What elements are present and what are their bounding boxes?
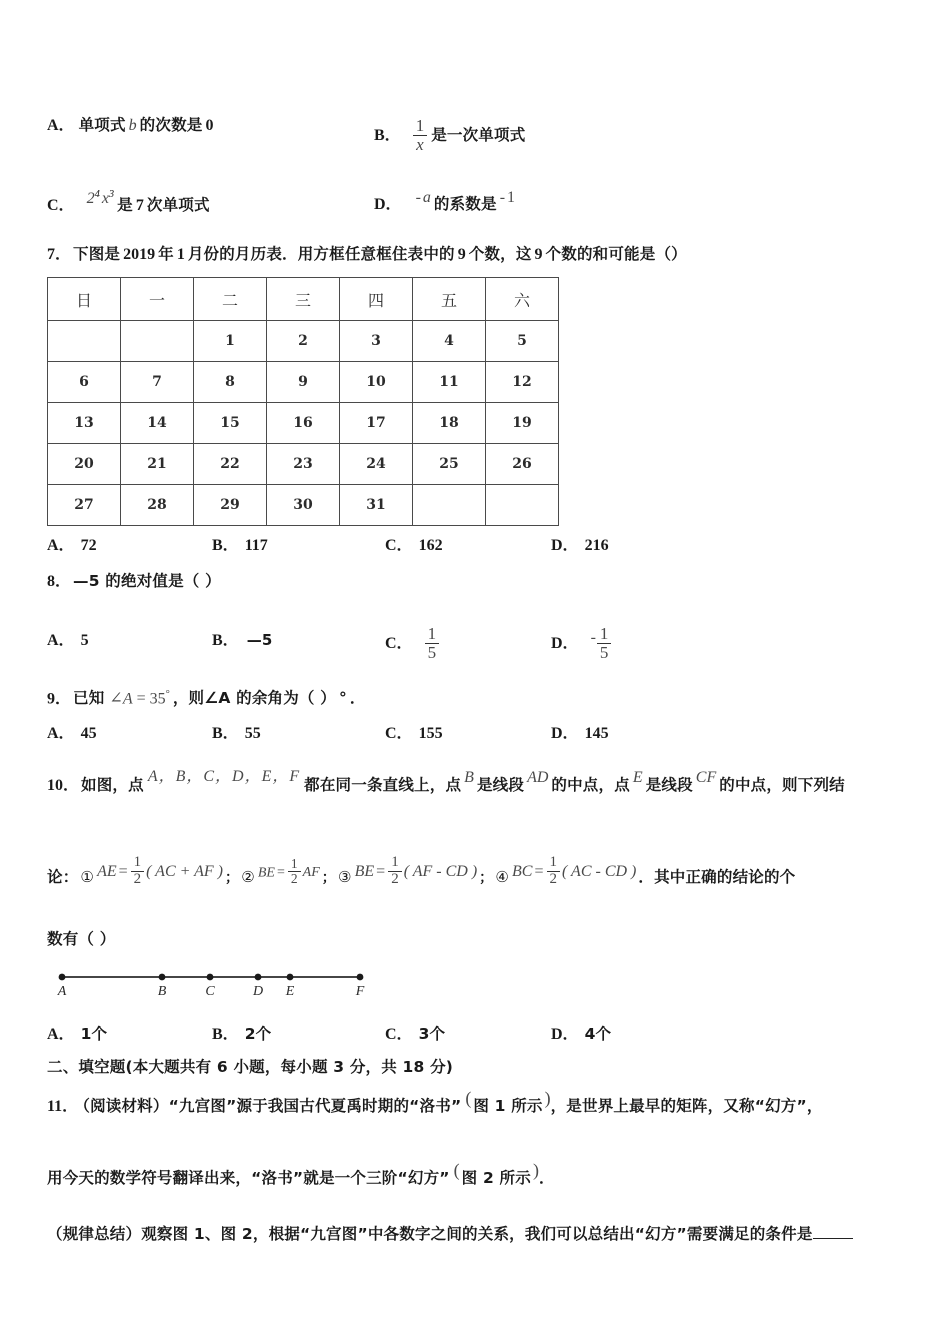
calendar-day-cell: 25 [413,444,486,485]
option-value: 155 [418,725,443,742]
calendar-day-cell: 13 [48,403,121,444]
formula-fraction [547,855,561,888]
calendar-day-cell: 6 [48,362,121,403]
option-letter: C． [385,725,413,742]
question6-option-c [47,189,210,214]
calendar-day-cell: 21 [121,444,194,485]
formula-rhs: ( AC + AF ) [146,862,224,880]
point-marker-b [159,974,166,981]
angle-value: 35 [149,690,166,708]
option-d-fraction [597,625,612,662]
question11-figure1-ref: 图 1 所示 [473,1097,543,1115]
option-letter: C． [385,537,413,554]
formula-lhs: BE [257,864,275,880]
calendar-header-cell: 二 [194,278,267,321]
option-value: 162 [418,537,443,554]
option-value: 2个 [244,1025,272,1043]
calendar-day-cell: 10 [340,362,413,403]
question10-option-c [385,1027,445,1043]
question10-option-d [551,1027,611,1043]
angle-symbol: ∠ [109,690,123,708]
question10-stem-b: 都在同一条直线上，点 [304,776,462,794]
question10-number: 10． [47,777,80,794]
option-letter: A． [47,632,75,649]
calendar-day-cell: 20 [48,444,121,485]
point-label-a: A [57,984,67,999]
paren-close: ) [544,1088,551,1108]
option-d-minus-sign: - [415,189,421,206]
calendar-day-cell: 16 [267,403,340,444]
option-value: 45 [80,725,97,742]
calendar-day-cell: 27 [48,485,121,526]
question7-count2: 9 [534,246,543,263]
option-value: 1个 [80,1025,108,1043]
conclusion-3-marker: ③ [337,867,352,886]
option-value: 72 [80,537,97,554]
formula-equals: = [118,862,128,880]
question11-line2 [47,1160,555,1187]
formula-equals: = [534,862,544,880]
option-letter: A． [47,537,75,554]
question10-option-a [47,1027,107,1043]
calendar-day-cell: 11 [413,362,486,403]
point-label-d: D [252,984,264,999]
question10-point-e: E [632,769,643,786]
question9-option-b [212,726,261,742]
option-value: 5 [80,632,89,649]
point-label-f: F [355,984,365,999]
option-letter: C． [385,635,413,653]
option-letter: D． [551,725,579,742]
question9-stem-mid: ，则∠A 的余角为（ ） [172,689,336,708]
option-c-exponent-1: 4 [94,189,100,200]
question7-year: 2019 [123,246,156,263]
point-label-e: E [285,984,295,999]
fraction-denominator: 2 [290,870,298,886]
question7-option-a [47,538,97,554]
equals-sign: = [136,690,146,708]
question11-line3 [47,1224,853,1243]
fraction-numerator: 1 [547,855,561,872]
question11-line1-a: （阅读材料）“九宫图”源于我国古代夏禹时期的“洛书” [82,1097,462,1115]
question10-line3-text: 数有（ ） [47,930,116,948]
section2-heading [47,1060,453,1076]
option-d-text-mid: 的系数是 [433,195,497,213]
fraction-numerator: 1 [388,855,402,872]
option-value: 3个 [418,1025,446,1043]
calendar-day-cell: 7 [121,362,194,403]
question7-option-c [385,538,443,554]
paren-open: ( [465,1088,472,1108]
question7-month: 1 [176,246,185,263]
calendar-day-cell: 9 [267,362,340,403]
point-marker-a [59,974,66,981]
option-a-value: 0 [205,117,214,134]
calendar-header-cell: 日 [48,278,121,321]
question10-conclusions-line [47,854,796,895]
formula-fraction [288,857,301,886]
option-d-letter: D． [374,196,402,213]
question10-stem-c: 是线段 [476,776,525,794]
formula-rhs: ( AF - CD ) [403,862,478,880]
question11-figure2-ref: 图 2 所示 [461,1169,531,1187]
option-a-text-before: 单项式 [78,116,126,134]
option-letter: D． [551,537,579,554]
section2-heading-text: 二、填空题(本大题共有 6 小题，每小题 3 分，共 18 分) [47,1058,454,1076]
option-c-degree: 7 [135,197,144,214]
segment-diagram-svg [50,965,390,1005]
fraction-denominator: 2 [133,870,142,887]
question10-tail: ．其中正确的结论的个 [638,867,796,886]
option-b-letter: B． [374,127,401,145]
calendar-header-row [48,278,559,321]
formula-lhs: BC [512,862,533,880]
paren-open: ( [453,1160,460,1180]
question8-option-a [47,633,89,649]
question8-option-b [212,633,273,649]
point-label-c: C [205,984,215,999]
question6-option-b [374,118,525,155]
fraction-denominator: 2 [391,870,399,887]
option-d-minus-sign-2: - [499,189,506,206]
calendar-header-cell: 三 [267,278,340,321]
conclusion-separator: ； [479,869,494,886]
question6-option-d [374,189,516,213]
calendar-day-cell: 24 [340,444,413,485]
calendar-day-cell: 19 [486,403,559,444]
question10-points-list: A，B，C，D，E，F [147,768,301,785]
answer-blank[interactable] [813,1224,853,1239]
question9-stem-prefix: 已知 [73,689,105,708]
conclusion-2-marker: ② [241,867,255,886]
calendar-row [48,485,559,526]
calendar-day-cell: 4 [413,321,486,362]
question10-stem-line1 [47,768,845,794]
option-value: 4个 [584,1025,612,1043]
conclusion-separator: ； [225,869,240,886]
question6-option-a [47,118,213,134]
question7-stem-part4: 个数，这 [468,245,532,263]
question9-option-a [47,726,97,742]
question8-number: 8． [47,573,72,590]
question11-line3-text: （规律总结）观察图 1、图 2，根据“九宫图”中各数字之间的关系，我们可以总结出“幻方”需要满足的条件是 [47,1225,813,1243]
option-d-value: 1 [507,189,516,206]
question9-period: ． [349,689,366,708]
calendar-row [48,444,559,485]
option-letter: B． [212,537,239,554]
question7-option-b [212,538,268,554]
option-b-fraction [413,117,428,154]
calendar-day-cell: 28 [121,485,194,526]
question8-stem [47,574,221,590]
point-label-b: B [157,984,167,999]
conclusion-1-marker: ① [80,867,95,886]
conclusion-2-formula [257,855,320,887]
fraction-numerator: 1 [288,857,301,872]
calendar-header-cell: 四 [340,278,413,321]
calendar-day-cell: 2 [267,321,340,362]
formula-lhs: AE [97,862,117,880]
option-c-fraction [425,625,440,662]
formula-equals: = [276,864,285,880]
option-a-variable: b [128,117,137,134]
january-2019-calendar [47,277,559,526]
fraction-numerator: 1 [131,855,145,872]
option-value: 216 [584,537,609,554]
calendar-day-cell: 1 [194,321,267,362]
calendar-day-cell: 30 [267,485,340,526]
question7-number: 7． [47,246,72,263]
option-c-variable: x [101,190,109,207]
question10-stem-d: 的中点，点 [551,776,630,794]
question8-stem-text: —5 的绝对值是（ ） [73,572,221,590]
conclusion-3-formula [355,856,478,889]
option-letter: B． [212,725,239,742]
question9-number: 9． [47,690,72,708]
question11-number: 11． [47,1098,79,1115]
question10-segment-ad: AD [527,769,549,786]
fraction-denominator: x [416,134,424,154]
collinear-points-figure [50,965,390,1005]
question10-segment-cf: CF [695,769,717,786]
question10-point-b: B [464,769,474,786]
question7-stem [47,247,687,263]
calendar-day-cell: 18 [413,403,486,444]
question10-stem-a: 如图，点 [81,776,144,794]
option-value: 55 [244,725,261,742]
question9-option-c [385,726,443,742]
calendar-day-cell: 26 [486,444,559,485]
calendar-day-cell: 3 [340,321,413,362]
option-letter: A． [47,725,75,742]
option-d-minus-sign: - [590,629,596,647]
option-c-letter: C． [47,197,75,214]
question11-line2-b: ． [538,1169,555,1187]
question7-option-d [551,538,609,554]
conclusion-1-formula [97,856,223,889]
conclusion-separator: ； [321,869,336,886]
question9-option-d [551,726,609,742]
option-c-text-end: 次单项式 [146,196,210,214]
calendar-row [48,362,559,403]
question7-stem-part3: 月份的月历表．用方框任意框住表中的 [187,245,455,263]
fraction-denominator: 2 [549,870,557,887]
option-c-exponent-2: 3 [108,189,115,200]
option-letter: B． [212,1026,239,1043]
calendar-day-cell: 8 [194,362,267,403]
question11-line1-b: ，是世界上最早的矩阵，又称“幻方”， [550,1097,823,1115]
question10-option-b [212,1027,271,1043]
option-letter: D． [551,1026,579,1043]
fraction-denominator: 5 [427,642,437,662]
degree-symbol: ° [165,689,170,700]
formula-fraction [388,855,402,888]
formula-rhs: AF [302,864,320,880]
option-a-letter: A． [47,117,75,134]
formula-lhs: BE [354,862,375,880]
question7-stem-part1: 下图是 [73,245,121,263]
option-value: —5 [246,631,273,649]
calendar-day-cell [121,321,194,362]
question10-stem-e: 是线段 [645,776,693,794]
option-letter: A． [47,1026,75,1043]
calendar-header-cell: 六 [486,278,559,321]
question8-option-d [551,626,612,663]
point-marker-d [255,974,262,981]
point-marker-f [357,974,364,981]
question11-line1 [47,1088,823,1115]
option-letter: B． [212,632,239,649]
calendar-day-cell: 15 [194,403,267,444]
option-letter: C． [385,1026,413,1043]
calendar-day-cell: 5 [486,321,559,362]
calendar-day-cell: 22 [194,444,267,485]
option-value: 117 [244,537,268,554]
option-d-variable: a [422,189,431,206]
calendar-day-cell: 14 [121,403,194,444]
question10-stem-line3 [47,932,115,948]
calendar-row [48,321,559,362]
calendar-row [48,403,559,444]
paren-close: ) [532,1160,539,1180]
formula-fraction [131,855,145,888]
fraction-numerator: 1 [425,625,440,644]
calendar-table [47,277,559,526]
degree-symbol-after: ° [338,689,347,708]
calendar-day-cell: 12 [486,362,559,403]
question11-line2-a: 用今天的数学符号翻译出来，“洛书”就是一个三阶“幻方” [47,1169,450,1187]
calendar-day-cell [413,485,486,526]
calendar-header-cell: 五 [413,278,486,321]
conclusion-4-marker: ④ [495,867,510,886]
calendar-day-cell: 23 [267,444,340,485]
question7-count1: 9 [457,246,466,263]
point-marker-c [207,974,214,981]
question7-stem-part5: 个数的和可能是（） [545,245,687,263]
formula-equals: = [376,862,386,880]
question7-stem-part2: 年 [158,245,174,263]
option-letter: D． [551,635,579,653]
fraction-denominator: 5 [599,642,609,662]
calendar-day-cell: 31 [340,485,413,526]
option-value: 145 [584,725,609,742]
fraction-numerator: 1 [413,117,428,136]
calendar-day-cell: 29 [194,485,267,526]
calendar-day-cell: 17 [340,403,413,444]
calendar-day-cell [486,485,559,526]
option-a-text-after: 的次数是 [139,116,203,134]
angle-variable: A [122,690,133,708]
option-b-text: 是一次单项式 [431,126,526,145]
calendar-day-cell [48,321,121,362]
point-marker-e [287,974,294,981]
question9-stem [47,690,366,707]
calendar-header-cell: 一 [121,278,194,321]
question10-stem-f: 的中点，则下列结 [719,776,845,794]
question10-line2-prefix: 论： [47,867,79,886]
formula-rhs: ( AC - CD ) [562,862,637,880]
fraction-numerator: 1 [597,625,612,644]
question8-option-c [385,626,440,663]
conclusion-4-formula [512,856,636,889]
option-c-text-after: 是 [117,196,133,214]
option-c-base: 2 [86,190,95,207]
